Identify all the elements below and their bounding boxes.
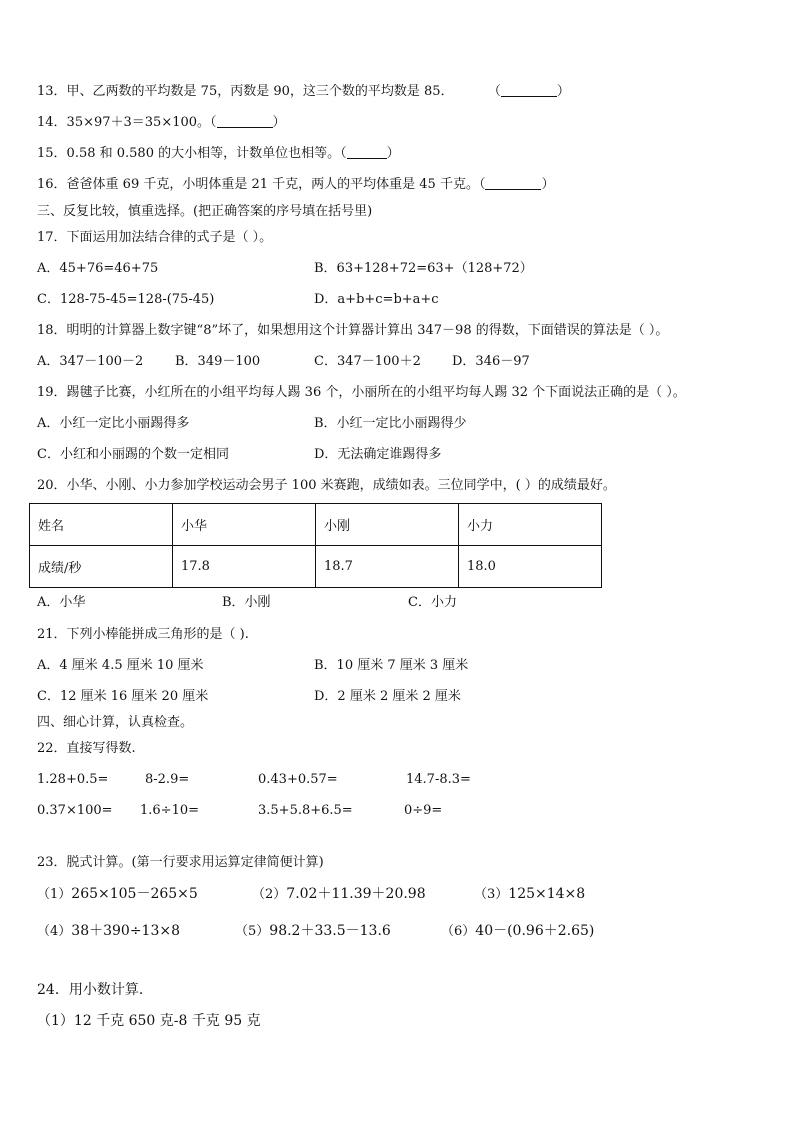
option-b[interactable]: B．63+128+72=63+（128+72） [314,261,533,276]
table-cell: 成绩/秒 [30,546,173,588]
calc-item: 8-2.9= [145,772,190,787]
question-19-text: 19．踢毽子比赛，小红所在的小组平均每人踢 36 个，小丽所在的小组平均每人踢 32 个下面说法正确的是（ ）。 [37,385,686,400]
table-cell: 17.8 [173,546,316,588]
option-b[interactable]: B．小红一定比小丽踢得少 [314,416,467,431]
expression-item [235,923,391,940]
expression: 38＋390÷13×8 [71,923,180,939]
question-13-text: 13．甲、乙两数的平均数是 75，丙数是 90，这三个数的平均数是 85． [37,84,454,99]
option-d[interactable]: D．无法确定谁踢得多 [314,447,442,462]
option-d[interactable]: D．a+b+c=b+a+c [314,292,439,307]
item-label: （6） [441,924,476,939]
option-c[interactable]: C．347－100＋2 [314,354,421,369]
results-table [29,503,602,588]
question-14-text: 14．35×97＋3＝35×100。（ [37,115,217,130]
expression-item [474,886,585,903]
item-label: （5） [235,924,270,939]
calc-item: 1.28+0.5= [37,772,109,787]
option-d[interactable]: D．346－97 [452,354,530,369]
answer-blank[interactable] [485,177,541,190]
table-row [30,504,602,546]
option-a[interactable]: A．4 厘米 4.5 厘米 10 厘米 [37,658,204,673]
section-heading: 三、反复比较，慎重选择。(把正确答案的序号填在括号里) [37,204,373,219]
item-label: （2） [252,887,287,902]
option-a[interactable]: A．347－100－2 [37,354,144,369]
section-heading: 四、细心计算，认真检查。 [37,715,194,730]
question-18-text: 18．明明的计算器上数字键“8”坏了，如果想用这个计算器计算出 347－98 的得数，下面错误的算法是（ ）。 [37,323,669,338]
table-cell: 姓名 [30,504,173,546]
table-cell: 小力 [459,504,602,546]
option-a[interactable]: A．45+76=46+75 [37,261,159,276]
calc-item: 0.37×100= [37,803,113,818]
option-b[interactable]: B．10 厘米 7 厘米 3 厘米 [314,658,469,673]
question-22-text: 22．直接写得数. [37,741,136,756]
option-c[interactable]: C．小红和小丽踢的个数一定相同 [37,447,229,462]
expression: 40－(0.96＋2.65) [475,923,595,939]
table-cell: 18.7 [316,546,459,588]
question-16-text: 16．爸爸体重 69 千克，小明体重是 21 千克，两人的平均体重是 45 千克。（ [37,177,486,192]
expression-item [37,886,198,903]
expression: 7.02＋11.39＋20.98 [286,886,426,902]
question-16: 16．爸爸体重 69 千克，小明体重是 21 千克，两人的平均体重是 45 千克。（ ） [37,177,555,192]
question-20-text: 20．小华、小刚、小力参加学校运动会男子 100 米赛跑，成绩如表。三位同学中，( ）的成绩最好。 [37,478,616,493]
answer-blank[interactable] [501,84,557,97]
item-label: （3） [474,887,509,902]
calc-item: 1.6÷10= [140,803,200,818]
question-24-text: 24．用小数计算. [37,982,144,998]
expression-item [252,886,426,903]
answer-blank[interactable] [217,115,273,128]
answer-blank[interactable] [347,146,387,159]
expression: 98.2＋33.5－13.6 [269,923,391,939]
option-a[interactable]: A．小华 [37,595,86,610]
item-label: （4） [37,924,72,939]
table-cell: 小刚 [316,504,459,546]
option-c[interactable]: C．12 厘米 16 厘米 20 厘米 [37,689,209,704]
table-row [30,546,602,588]
expression: 265×105－265×5 [71,886,198,902]
question-21-text: 21．下列小棒能拼成三角形的是（ ). [37,627,249,642]
question-15-text: 15．0.58 和 0.580 的大小相等，计数单位也相等。（ [37,146,347,161]
calc-item: 3.5+5.8+6.5= [258,803,353,818]
option-a[interactable]: A．小红一定比小丽踢得多 [37,416,190,431]
option-b[interactable]: B．349－100 [175,354,261,369]
item-label: （1） [37,887,72,902]
expression: 125×14×8 [508,886,586,902]
question-14: 14．35×97＋3＝35×100。（ ） [37,115,286,130]
calc-item: 0.43+0.57= [258,772,338,787]
question-13: 13．甲、乙两数的平均数是 75，丙数是 90，这三个数的平均数是 85． （ ） [37,84,570,99]
table-cell: 小华 [173,504,316,546]
question-24-item-1: （1）12 千克 650 克-8 千克 95 克 [37,1013,261,1029]
question-15: 15．0.58 和 0.580 的大小相等，计数单位也相等。（ ） [37,146,400,161]
expression-item [37,923,180,940]
option-d[interactable]: D．2 厘米 2 厘米 2 厘米 [314,689,461,704]
option-b[interactable]: B．小刚 [222,595,271,610]
table-cell: 18.0 [459,546,602,588]
option-c[interactable]: C．128-75-45=128-(75-45) [37,292,215,307]
calc-item: 14.7-8.3= [406,772,471,787]
option-c[interactable]: C．小力 [408,595,457,610]
question-23-text: 23．脱式计算。(第一行要求用运算定律简便计算) [37,855,324,870]
calc-item: 0÷9= [404,803,443,818]
question-17-text: 17．下面运用加法结合律的式子是（ ）。 [37,230,273,245]
expression-item [441,923,594,940]
